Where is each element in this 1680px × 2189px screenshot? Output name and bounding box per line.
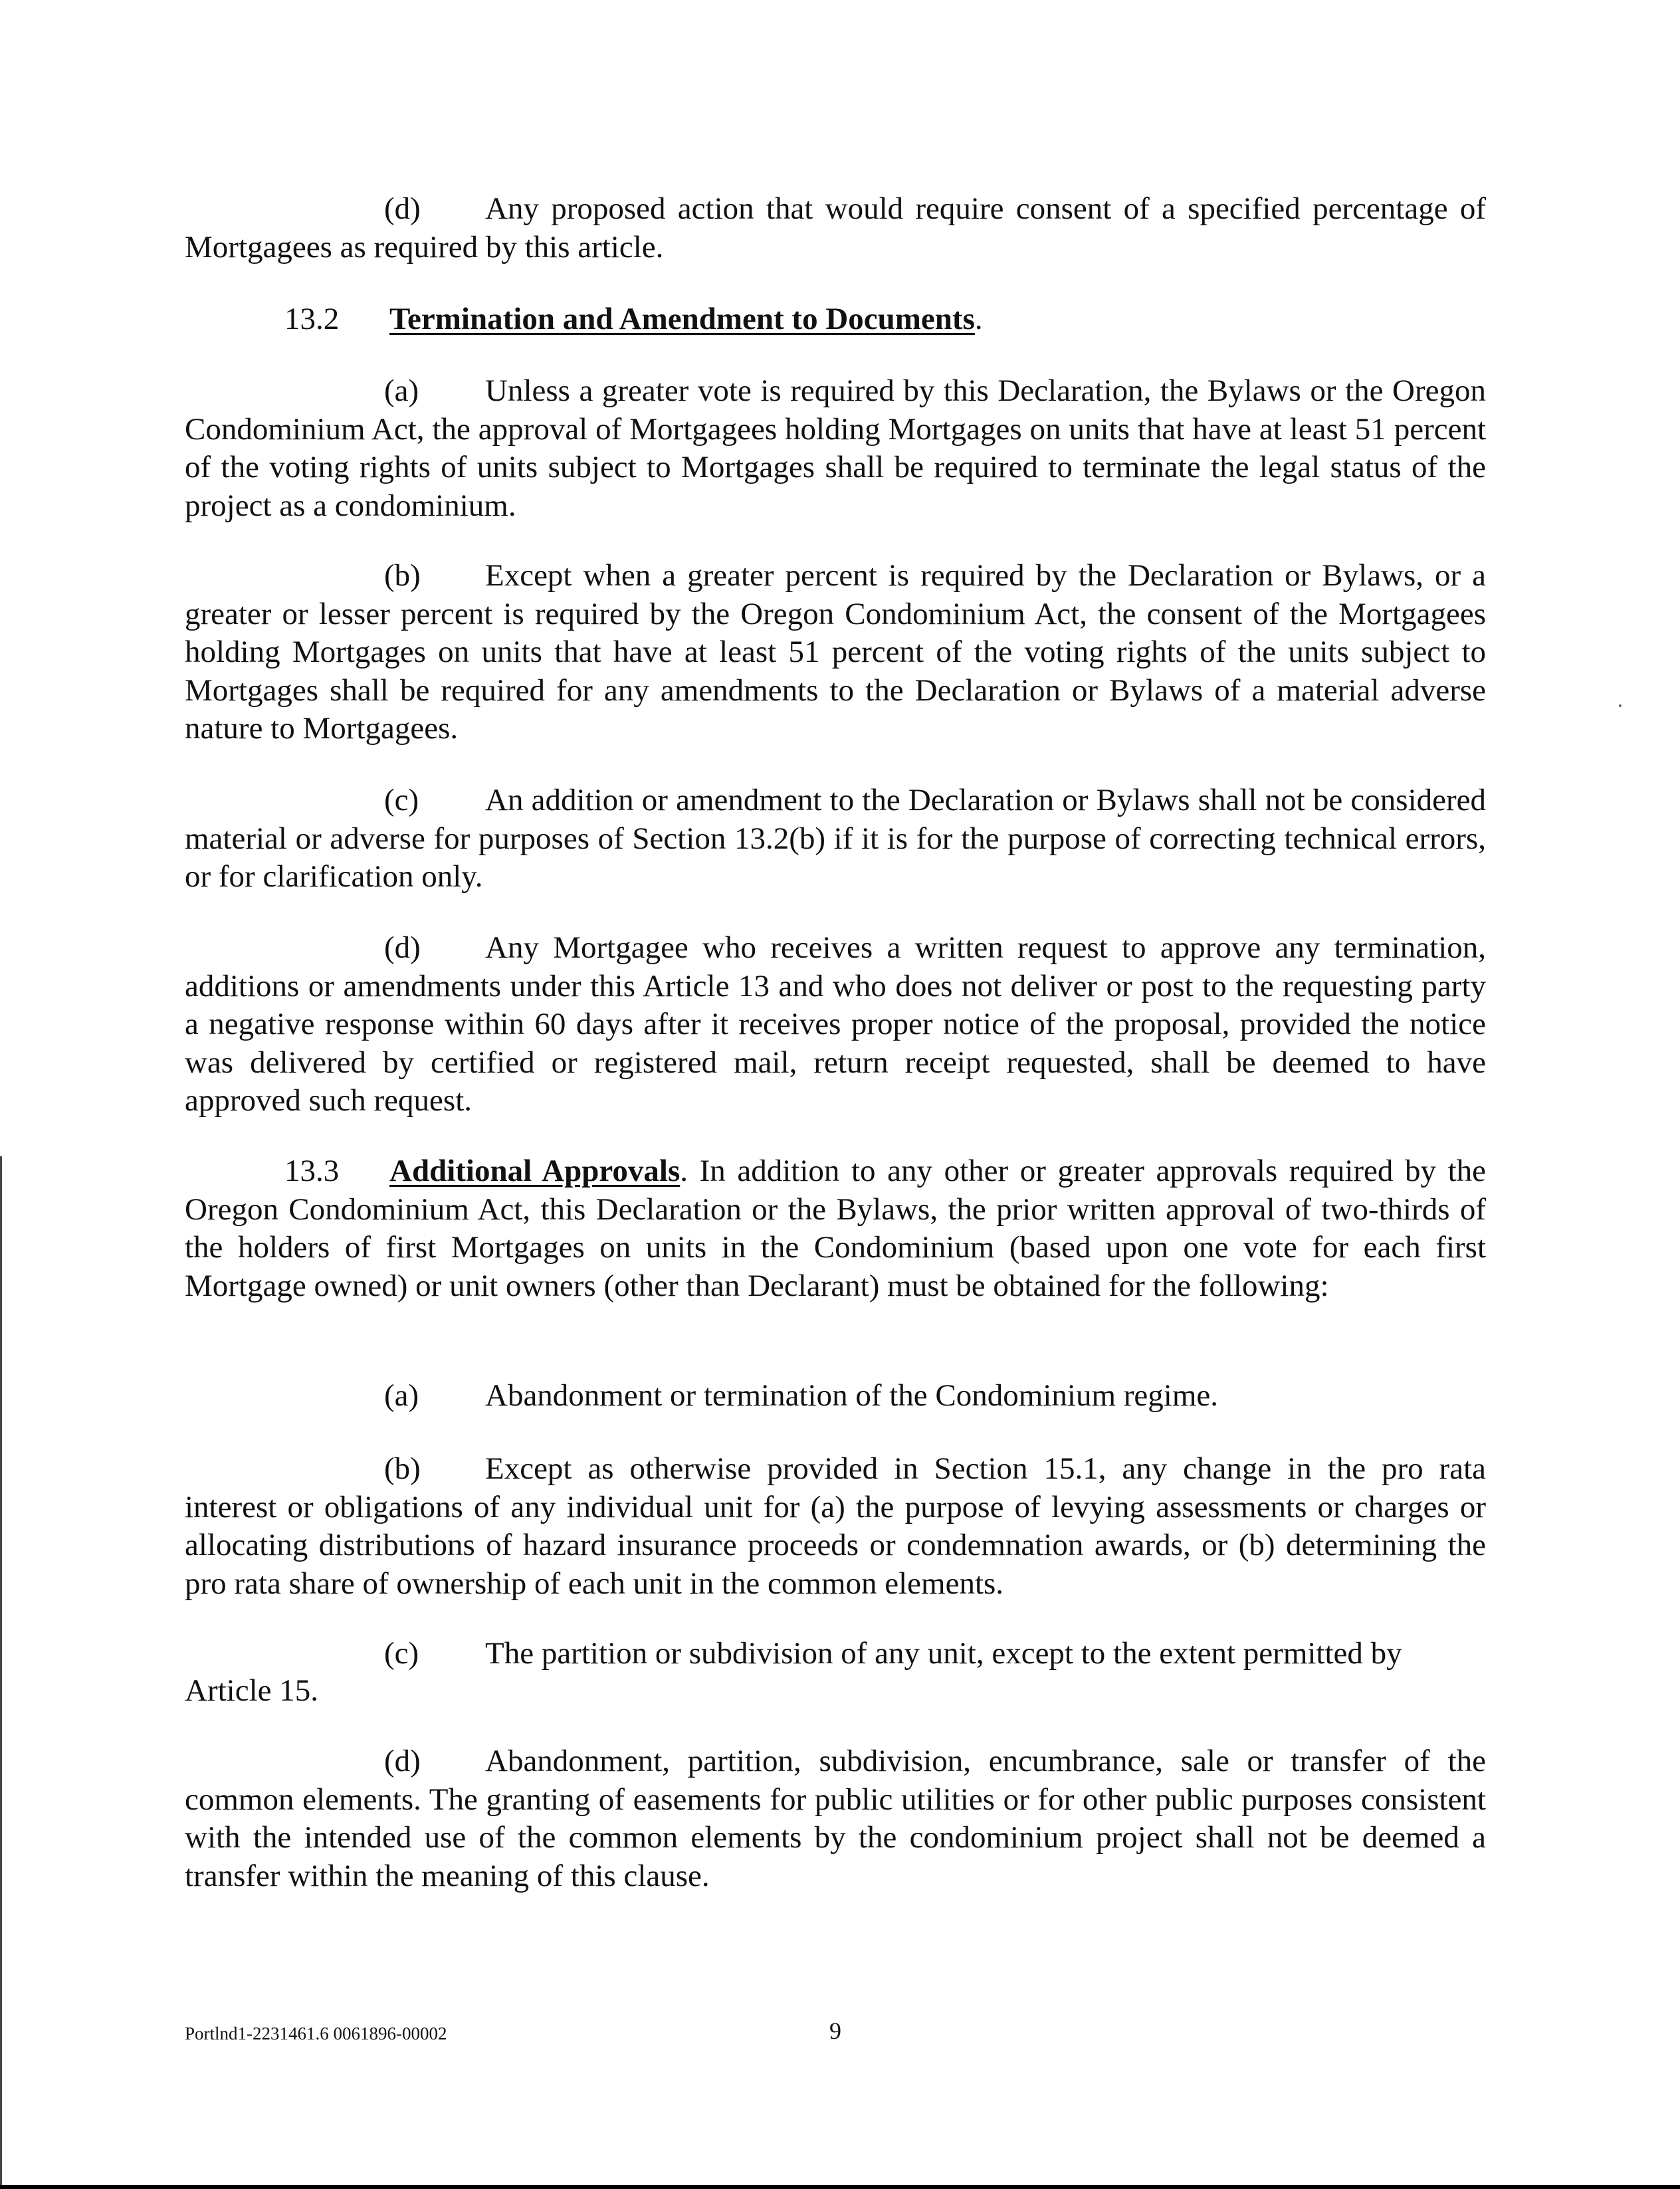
paragraph-text: Any Mortgagee who receives a written request to approve any termination, additions or amendments under this Article 13 and who does not deliver or post to the requesting party a negative response within 60 days after it receives proper notice of the proposal, provided the notice was delivered by certified or registered mail, return receipt requested, shall be deemed to have approved such request. (185, 930, 1486, 1118)
paragraph-text: An addition or amendment to the Declaration or Bylaws shall not be considered material or adverse for purposes of Section 13.2(b) if it is for the purpose of correcting technical errors, or for clarification only. (185, 783, 1486, 894)
paragraph-text: Except when a greater percent is required by the Declaration or Bylaws, or a greater or lesser percent is required by the Oregon Condominium Act, the consent of the Mortgagees holding Mortgages on units that have at least 51 percent of the voting rights of the units subject to Mortgages shall be required for any amendments to the Declaration or Bylaws of a material adverse nature to Mortgagees. (185, 558, 1486, 746)
paragraph-text: Abandonment or termination of the Condominium regime. (485, 1378, 1218, 1413)
paragraph-13-3-b (185, 1450, 1486, 1603)
scan-bottom-edge (0, 2185, 1680, 2189)
paragraph-13-2-b (185, 557, 1486, 748)
paragraph-13-3-c (384, 1635, 1402, 1673)
paragraph-13-3-c-continuation: Article 15. (185, 1673, 318, 1708)
paragraph-text: Abandonment, partition, subdivision, encumbrance, sale or transfer of the common elements. The granting of easements for public utilities or for other public purposes consistent with the intended use of the common elements by the condominium project shall not be deemed a transfer within the meaning of this clause. (185, 1744, 1486, 1893)
paragraph-text: The partition or subdivision of any unit, except to the extent permitted by (485, 1636, 1402, 1671)
section-number: 13.2 (284, 302, 340, 336)
section-title-period: . (974, 302, 983, 336)
paragraph-label: (c) (384, 1636, 419, 1671)
section-title: Termination and Amendment to Documents (389, 302, 975, 336)
paragraph-13-3-d (185, 1742, 1486, 1895)
paragraph-label: (b) (384, 558, 421, 593)
paragraph-label: (d) (384, 930, 421, 965)
paragraph-label: (a) (384, 373, 419, 408)
paragraph-13-3-a (384, 1377, 1218, 1415)
section-13-3 (185, 1152, 1486, 1305)
paragraph-label: (d) (384, 191, 421, 226)
page-number: 9 (829, 2018, 841, 2044)
paragraph-13-1-d (185, 190, 1486, 266)
section-13-2-heading (284, 300, 983, 339)
paragraph-13-2-c (185, 782, 1486, 896)
section-text: . In addition to any other or greater approvals required by the Oregon Condominium Act, this Declaration or the Bylaws, the prior written approval of two-thirds of the holders of first Mortgages on units in the Condominium (based upon one vote for each first Mortgage owned) or unit owners (other than Declarant) must be obtained for the following: (185, 1154, 1486, 1303)
paragraph-label: (b) (384, 1451, 421, 1486)
footer-document-id: Portlnd1-2231461.6 0061896-00002 (185, 2024, 447, 2043)
paragraph-text: Except as otherwise provided in Section 15.1, any change in the pro rata interest or obligations of any individual unit for (a) the purpose of levying assessments or charges or allocating distributions of hazard insurance proceeds or condemnation awards, or (b) determining the pro rata share of ownership of each unit in the common elements. (185, 1451, 1486, 1601)
paragraph-13-2-d (185, 929, 1486, 1120)
paragraph-13-2-a (185, 372, 1486, 525)
scan-edge-line (0, 1156, 2, 2189)
paragraph-label: (a) (384, 1378, 419, 1413)
section-number: 13.3 (284, 1154, 340, 1188)
paragraph-label: (d) (384, 1744, 421, 1778)
paragraph-label: (c) (384, 783, 419, 817)
paragraph-text: Unless a greater vote is required by this Declaration, the Bylaws or the Oregon Condominium Act, the approval of Mortgagees holding Mortgages on units that have at least 51 percent of the voting rights of units subject to Mortgages shall be required to terminate the legal status of the project as a condominium. (185, 373, 1486, 523)
scan-speck (1619, 704, 1622, 707)
section-title: Additional Approvals (389, 1154, 681, 1188)
paragraph-text: Any proposed action that would require consent of a specified percentage of Mortgagees as required by this article. (185, 191, 1486, 264)
